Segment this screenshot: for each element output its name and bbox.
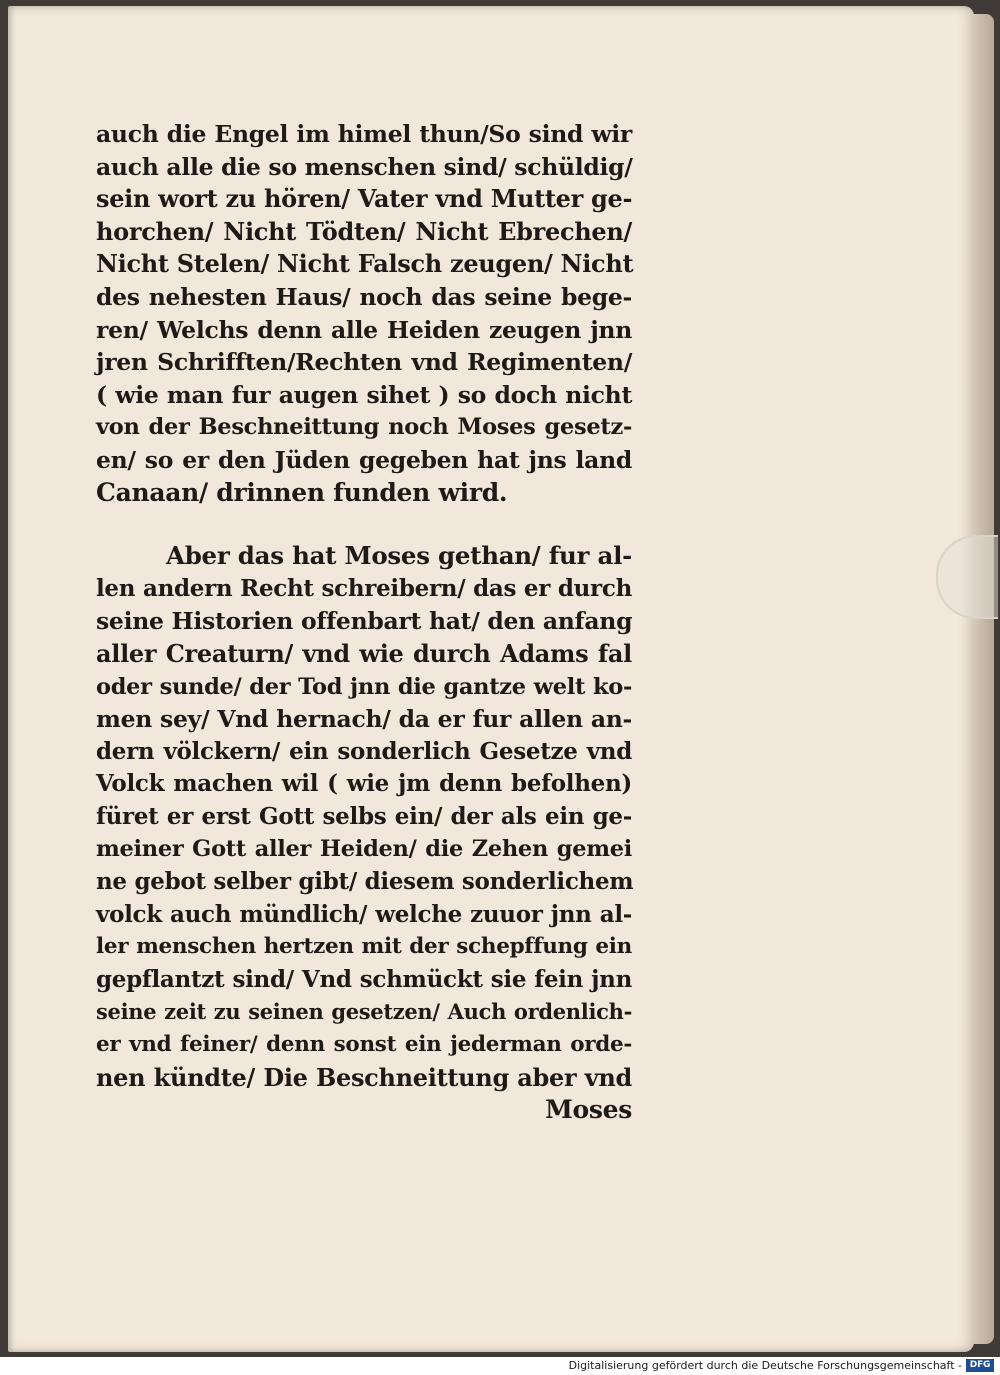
text-line: auch die Engel im himel thun/So sind wir xyxy=(96,120,632,148)
text-line: er vnd feiner/ denn sonst ein jederman orde- xyxy=(96,1032,632,1058)
paragraph-1 xyxy=(96,118,632,509)
text-line: von der Beschneittung noch Moses gesetz- xyxy=(96,414,632,441)
text-line: dern völckern/ ein sonderlich Gesetze vnd xyxy=(96,737,632,765)
page-edge xyxy=(972,14,994,1344)
text-line: jren Schrifften/Rechten vnd Regimenten/ xyxy=(96,348,632,377)
text-line: füret er erst Gott selbs ein/ der als ein ge- xyxy=(96,802,632,830)
text-line: des nehesten Haus/ noch das seine bege- xyxy=(96,282,632,311)
text-line: meiner Gott aller Heiden/ die Zehen gemei xyxy=(96,836,632,863)
text-line: sein wort zu hören/ Vater vnd Mutter ge- xyxy=(96,184,633,214)
text-line: Volck machen wil ( wie jm denn befolhen) xyxy=(96,770,632,798)
text-line: ler menschen hertzen mit der schepffung ein xyxy=(96,934,632,960)
text-line: ne gebot selber gibt/ diesem sonderlichem xyxy=(96,868,634,896)
dfg-logo-icon: DFG xyxy=(966,1359,994,1372)
text-line: gepflantzt sind/ Vnd schmückt sie fein jnn xyxy=(96,965,632,993)
text-line: len andern Recht schreibern/ das er durch xyxy=(96,574,632,602)
text-line: aller Creaturn/ vnd wie durch Adams fal xyxy=(96,638,632,668)
text-line: ( wie man fur augen sihet ) so doch nicht xyxy=(96,380,632,409)
funding-notice: Digitalisierung gefördert durch die Deutsche Forschungsgemeinschaft - xyxy=(568,1359,962,1372)
text-line: volck auch mündlich/ welche zuuor jnn al- xyxy=(96,900,632,928)
text-line: nen kündte/ Die Beschneittung aber vnd xyxy=(96,1062,632,1092)
text-line: oder sunde/ der Tod jnn die gantze welt ko- xyxy=(96,673,632,700)
text-line: Nicht Stelen/ Nicht Falsch zeugen/ Nicht xyxy=(96,249,634,279)
text-line: auch alle die so menschen sind/ schüldig/ xyxy=(96,152,633,181)
text-line: Canaan/ drinnen funden wird. xyxy=(96,477,508,507)
text-line: seine zeit zu seinen gesetzen/ Auch ordenlich- xyxy=(96,999,632,1025)
paragraph-2 xyxy=(96,540,632,1127)
text-line: men sey/ Vnd hernach/ da er fur allen an- xyxy=(96,705,632,734)
text-line: horchen/ Nicht Tödten/ Nicht Ebrechen/ xyxy=(96,216,632,246)
text-line: Aber das hat Moses gethan/ fur al- xyxy=(166,541,632,571)
text-line: en/ so er den Jüden gegeben hat jns land xyxy=(96,445,632,474)
page-text xyxy=(96,118,632,1127)
catchword: Moses xyxy=(545,1095,632,1125)
text-line: seine Historien offenbart hat/ den anfang xyxy=(96,607,633,636)
footer-bar xyxy=(0,1357,1000,1375)
text-line: ren/ Welchs denn alle Heiden zeugen jnn xyxy=(96,315,632,344)
